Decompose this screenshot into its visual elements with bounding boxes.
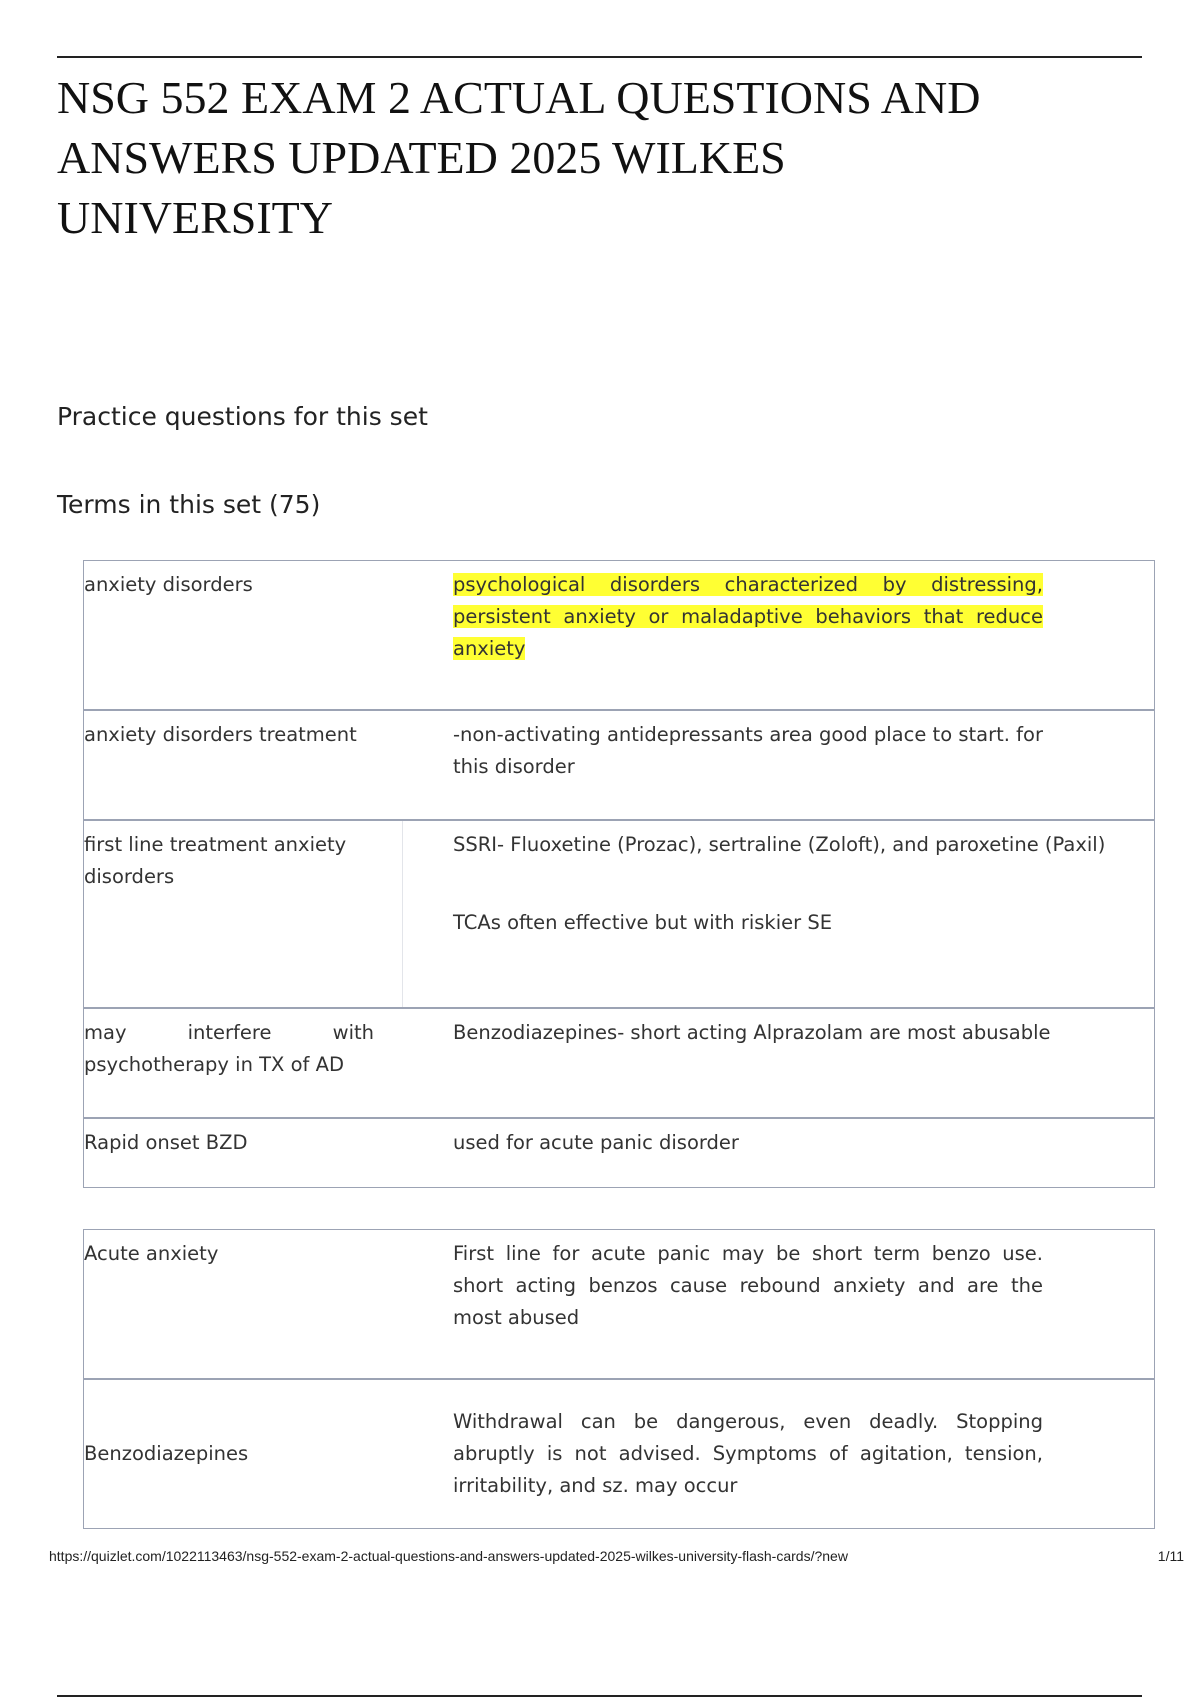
term-row <box>84 819 1154 1007</box>
term-row <box>84 1007 1154 1117</box>
definition-line: TCAs often effective but with riskier SE <box>453 911 833 934</box>
term-text: Rapid onset BZD <box>84 1131 248 1154</box>
definition-text: used for acute panic disorder <box>453 1131 739 1154</box>
definition-text: First line for acute panic may be short term benzo use. short acting benzos cause rebound anxiety and are the most abused <box>453 1242 1043 1329</box>
term-text: first line treatment anxiety disorders <box>84 833 347 888</box>
definition-line: SSRI- Fluoxetine (Prozac), sertraline (Zoloft), and paroxetine (Paxil) <box>453 833 1106 856</box>
terms-table <box>83 560 1155 1188</box>
term-text: Acute anxiety <box>84 1242 219 1265</box>
bottom-rule <box>57 1695 1142 1697</box>
column-divider <box>402 821 403 1007</box>
term-row <box>84 1230 1154 1378</box>
terms-count-label: Terms in this set (75) <box>57 490 321 519</box>
practice-questions-label: Practice questions for this set <box>57 402 428 431</box>
definition-text: -non-activating antidepressants area good place to start. for this disorder <box>453 723 1043 778</box>
terms-table <box>83 1229 1155 1529</box>
term-text: anxiety disorders <box>84 573 253 596</box>
highlighted-definition: psychological disorders characterized by distressing, persistent anxiety or maladaptive behaviors that reduce anxiety <box>453 573 1043 660</box>
term-row <box>84 1117 1154 1187</box>
footer-url: https://quizlet.com/1022113463/nsg-552-exam-2-actual-questions-and-answers-updated-2025-wilkes-university-flash-cards/?new <box>49 1548 848 1564</box>
term-text: Benzodiazepines <box>84 1442 249 1465</box>
term-row <box>84 709 1154 819</box>
page-number: 1/11 <box>1157 1548 1184 1564</box>
term-row <box>84 1378 1154 1528</box>
top-rule <box>57 56 1142 58</box>
definition-text <box>453 569 1043 665</box>
term-text: anxiety disorders treatment <box>84 723 357 746</box>
definition-text: Benzodiazepines- short acting Alprazolam are most abusable <box>453 1021 1051 1044</box>
document-title: NSG 552 EXAM 2 ACTUAL QUESTIONS AND ANSWERS UPDATED 2025 WILKES UNIVERSITY <box>57 72 981 243</box>
definition-text <box>453 829 1143 939</box>
term-text: may interfere with psychotherapy in TX of AD <box>84 1021 374 1076</box>
term-row <box>84 561 1154 709</box>
definition-text: Withdrawal can be dangerous, even deadly. Stopping abruptly is not advised. Symptoms of agitation, tension, irritability, and sz. may occur <box>453 1410 1043 1497</box>
